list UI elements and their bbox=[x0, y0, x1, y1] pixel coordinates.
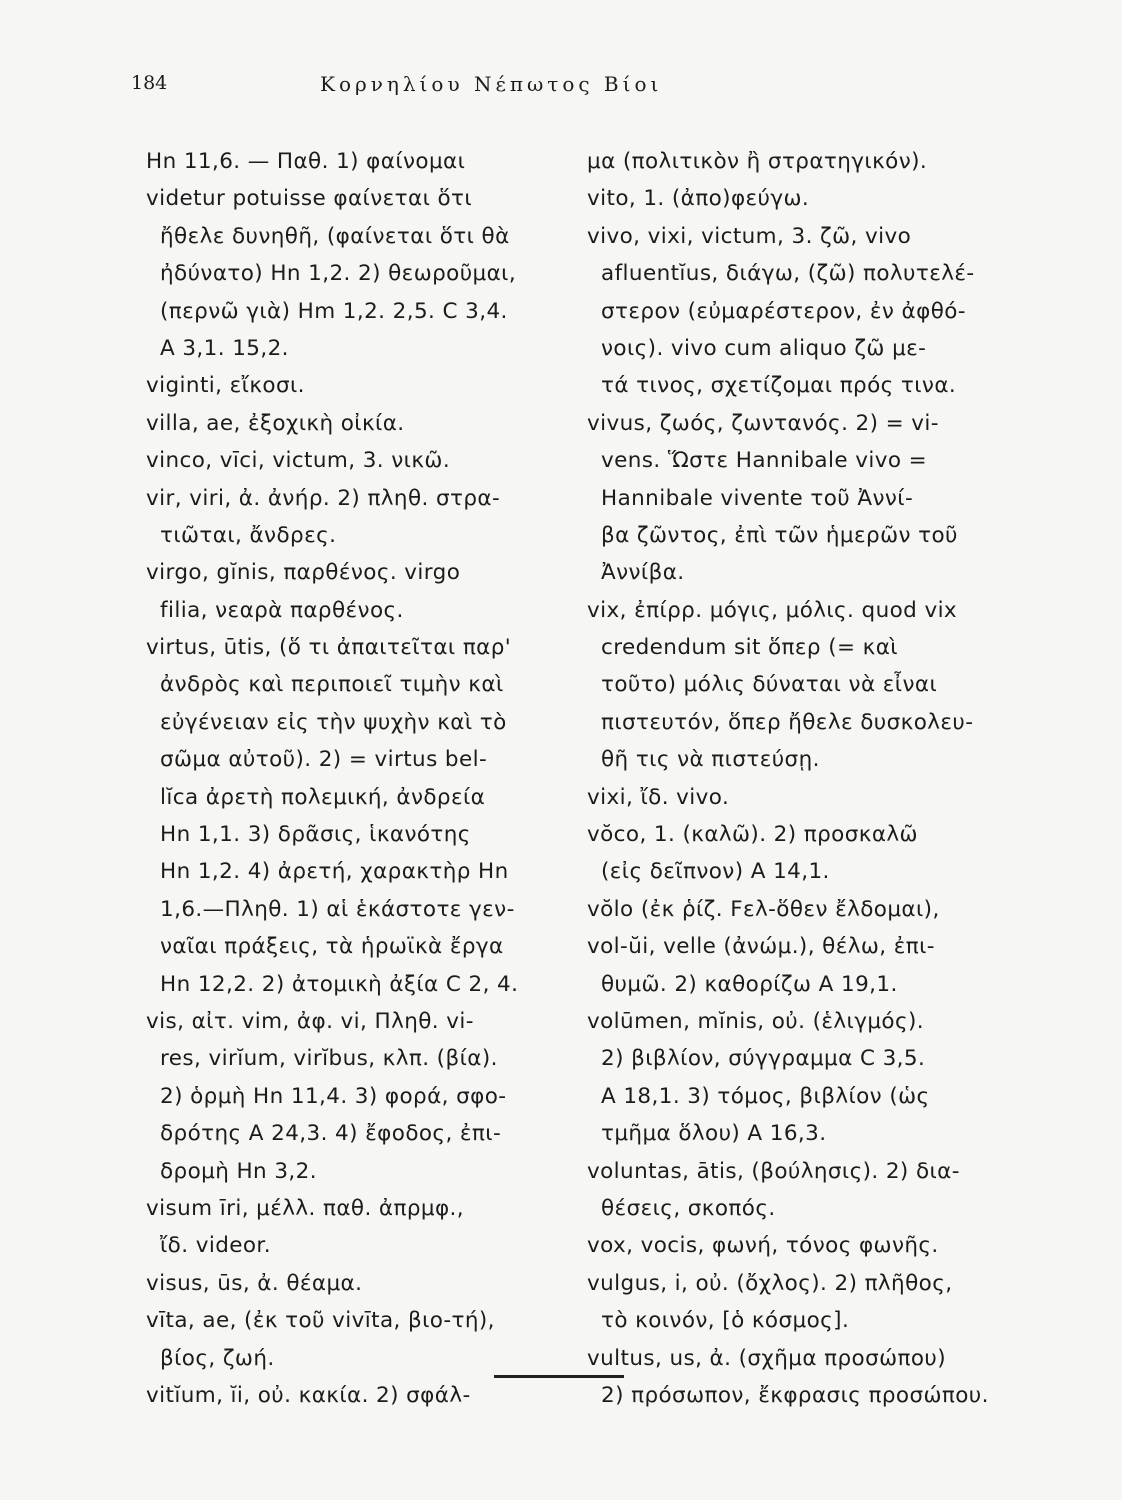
dictionary-line: vŏco, 1. (καλῶ). 2) προσκαλῶ bbox=[587, 822, 918, 848]
dictionary-line: visum īri, μέλλ. παθ. ἀπρμφ., bbox=[146, 1195, 465, 1221]
dictionary-line: videtur potuisse φαίνεται ὅτι bbox=[146, 186, 473, 212]
dictionary-line: virgo, gĭnis, παρθένος. virgo bbox=[146, 560, 461, 586]
dictionary-line: δρότης A 24,3. 4) ἔφοδος, ἐπι- bbox=[160, 1121, 502, 1147]
dictionary-line: vens. Ὥστε Hannibale vivo = bbox=[601, 448, 928, 474]
dictionary-line: βίος, ζωή. bbox=[160, 1345, 275, 1371]
left-column bbox=[146, 143, 576, 1414]
dictionary-line: θῆ τις νὰ πιστεύσῃ. bbox=[601, 747, 820, 773]
dictionary-line: Hannibale vivente τοῦ Ἀννί- bbox=[601, 485, 914, 511]
dictionary-line: afluentĭus, διάγω, (ζῶ) πολυτελέ- bbox=[601, 261, 975, 287]
dictionary-line: σῶμα αὐτοῦ). 2) = virtus bel- bbox=[160, 747, 488, 773]
dictionary-line: vitĭum, ĭi, οὐ. κακία. 2) σφάλ- bbox=[146, 1382, 471, 1408]
dictionary-line: vŏlo (ἐκ ῥίζ. Fελ-ὅθεν ἔλδομαι), bbox=[587, 896, 940, 922]
dictionary-line: τοῦτο) μόλις δύναται νὰ εἶναι bbox=[601, 672, 938, 698]
dictionary-line: vinco, vīci, victum, 3. νικῶ. bbox=[146, 448, 451, 474]
dictionary-line: filia, νεαρὰ παρθένος. bbox=[160, 597, 404, 623]
dictionary-line: viginti, εἴκοσι. bbox=[146, 373, 305, 399]
dictionary-line: (περνῶ γιὰ) Hm 1,2. 2,5. C 3,4. bbox=[160, 298, 508, 324]
dictionary-line: στερον (εὐμαρέστερον, ἐν ἀφθό- bbox=[601, 298, 966, 324]
dictionary-line: vivo, vixi, victum, 3. ζῶ, vivo bbox=[587, 223, 912, 249]
dictionary-line: ἤθελε δυνηθῆ, (φαίνεται ὅτι θὰ bbox=[160, 223, 510, 249]
dictionary-line: lĭca ἀρετὴ πολεμική, ἀνδρεία bbox=[160, 784, 486, 810]
dictionary-line: τιῶται, ἄνδρες. bbox=[160, 522, 337, 548]
dictionary-line: δρομὴ Hn 3,2. bbox=[160, 1158, 317, 1184]
dictionary-line: vixi, ἴδ. vivo. bbox=[587, 784, 730, 810]
dictionary-line: μα (πολιτικὸν ἢ στρατηγικόν). bbox=[587, 149, 928, 174]
dictionary-line: vivus, ζωός, ζωντανός. 2) = vi- bbox=[587, 410, 939, 436]
end-rule bbox=[494, 1375, 624, 1378]
dictionary-line: villa, ae, ἐξοχικὴ οἰκία. bbox=[146, 410, 405, 436]
dictionary-line: vix, ἐπίρρ. μόγις, μόλις. quod vix bbox=[587, 597, 958, 623]
dictionary-line: credendum sit ὅπερ (= καὶ bbox=[601, 635, 898, 661]
dictionary-line: ἠδύνατο) Hn 1,2. 2) θεωροῦμαι, bbox=[160, 261, 517, 287]
dictionary-line: Ἀννίβα. bbox=[601, 560, 685, 586]
dictionary-line: 2) ὁρμὴ Hn 11,4. 3) φορά, σφο- bbox=[160, 1083, 507, 1109]
dictionary-line: βα ζῶντος, ἐπὶ τῶν ἡμερῶν τοῦ bbox=[601, 522, 958, 548]
running-title: Κορνηλίου Νέπωτος Βίοι bbox=[320, 72, 663, 96]
dictionary-line: ναῖαι πράξεις, τὰ ἡρωϊκὰ ἔργα bbox=[160, 934, 504, 960]
page-number: 184 bbox=[131, 72, 168, 94]
dictionary-line: vis, αἰτ. vim, ἀφ. vi, Πληθ. vi- bbox=[146, 1008, 474, 1034]
dictionary-line: τά τινος, σχετίζομαι πρός τινα. bbox=[601, 373, 957, 399]
dictionary-line: A 3,1. 15,2. bbox=[160, 335, 289, 361]
dictionary-line: visus, ūs, ἀ. θέαμα. bbox=[146, 1270, 363, 1296]
right-column bbox=[587, 143, 1017, 1414]
dictionary-line: νοις). vivo cum aliquo ζῶ με- bbox=[601, 335, 927, 361]
dictionary-line: ἀνδρὸς καὶ περιποιεῖ τιμὴν καὶ bbox=[160, 672, 504, 698]
dictionary-line: A 18,1. 3) τόμος, βιβλίον (ὡς bbox=[601, 1083, 930, 1109]
dictionary-line: 2) βιβλίον, σύγγραμμα C 3,5. bbox=[601, 1046, 926, 1072]
dictionary-line: τὸ κοινόν, [ὁ κόσμος]. bbox=[601, 1308, 850, 1334]
dictionary-line: vir, viri, ἀ. ἀνήρ. 2) πληθ. στρα- bbox=[146, 485, 501, 511]
dictionary-line: 2) πρόσωπον, ἔκφρασις προσώπου. bbox=[601, 1382, 989, 1408]
dictionary-line: vulgus, i, οὐ. (ὄχλος). 2) πλῆθος, bbox=[587, 1270, 953, 1296]
dictionary-line: Hn 12,2. 2) ἀτομικὴ ἀξία C 2, 4. bbox=[160, 971, 519, 997]
dictionary-line: 1,6.—Πληθ. 1) αἱ ἑκάστοτε γεν- bbox=[160, 896, 515, 922]
dictionary-line: θέσεις, σκοπός. bbox=[601, 1195, 776, 1221]
dictionary-line: Hn 11,6. — Παθ. 1) φαίνομαι bbox=[146, 149, 466, 174]
dictionary-line: πιστευτόν, ὅπερ ἤθελε δυσκολευ- bbox=[601, 709, 974, 735]
dictionary-line: θυμῶ. 2) καθορίζω A 19,1. bbox=[601, 971, 898, 997]
dictionary-line: τμῆμα ὅλου) A 16,3. bbox=[601, 1121, 827, 1147]
dictionary-line: res, virĭum, virĭbus, κλπ. (βία). bbox=[160, 1046, 498, 1072]
dictionary-line: vox, vocis, φωνή, τόνος φωνῆς. bbox=[587, 1233, 939, 1259]
dictionary-line: ἴδ. videor. bbox=[160, 1233, 271, 1259]
dictionary-line: volūmen, mĭnis, οὐ. (ἑλιγμός). bbox=[587, 1008, 924, 1034]
dictionary-line: vultus, us, ἀ. (σχῆμα προσώπου) bbox=[587, 1345, 947, 1371]
dictionary-line: Hn 1,2. 4) ἀρετή, χαρακτὴρ Hn bbox=[160, 859, 509, 885]
dictionary-line: Hn 1,1. 3) δρᾶσις, ἱκανότης bbox=[160, 822, 471, 848]
dictionary-line: vol-ŭi, velle (ἀνώμ.), θέλω, ἐπι- bbox=[587, 934, 935, 960]
dictionary-line: vito, 1. (ἀπο)φεύγω. bbox=[587, 186, 810, 212]
dictionary-line: virtus, ūtis, (ὅ τι ἀπαιτεῖται παρ' bbox=[146, 635, 512, 661]
dictionary-line: (εἰς δεῖπνον) A 14,1. bbox=[601, 859, 830, 885]
dictionary-line: vīta, ae, (ἐκ τοῦ vivīta, βιο-τή), bbox=[146, 1308, 495, 1334]
dictionary-line: voluntas, ātis, (βούλησις). 2) δια- bbox=[587, 1158, 960, 1184]
dictionary-line: εὐγένειαν εἰς τὴν ψυχὴν καὶ τὸ bbox=[160, 709, 507, 735]
